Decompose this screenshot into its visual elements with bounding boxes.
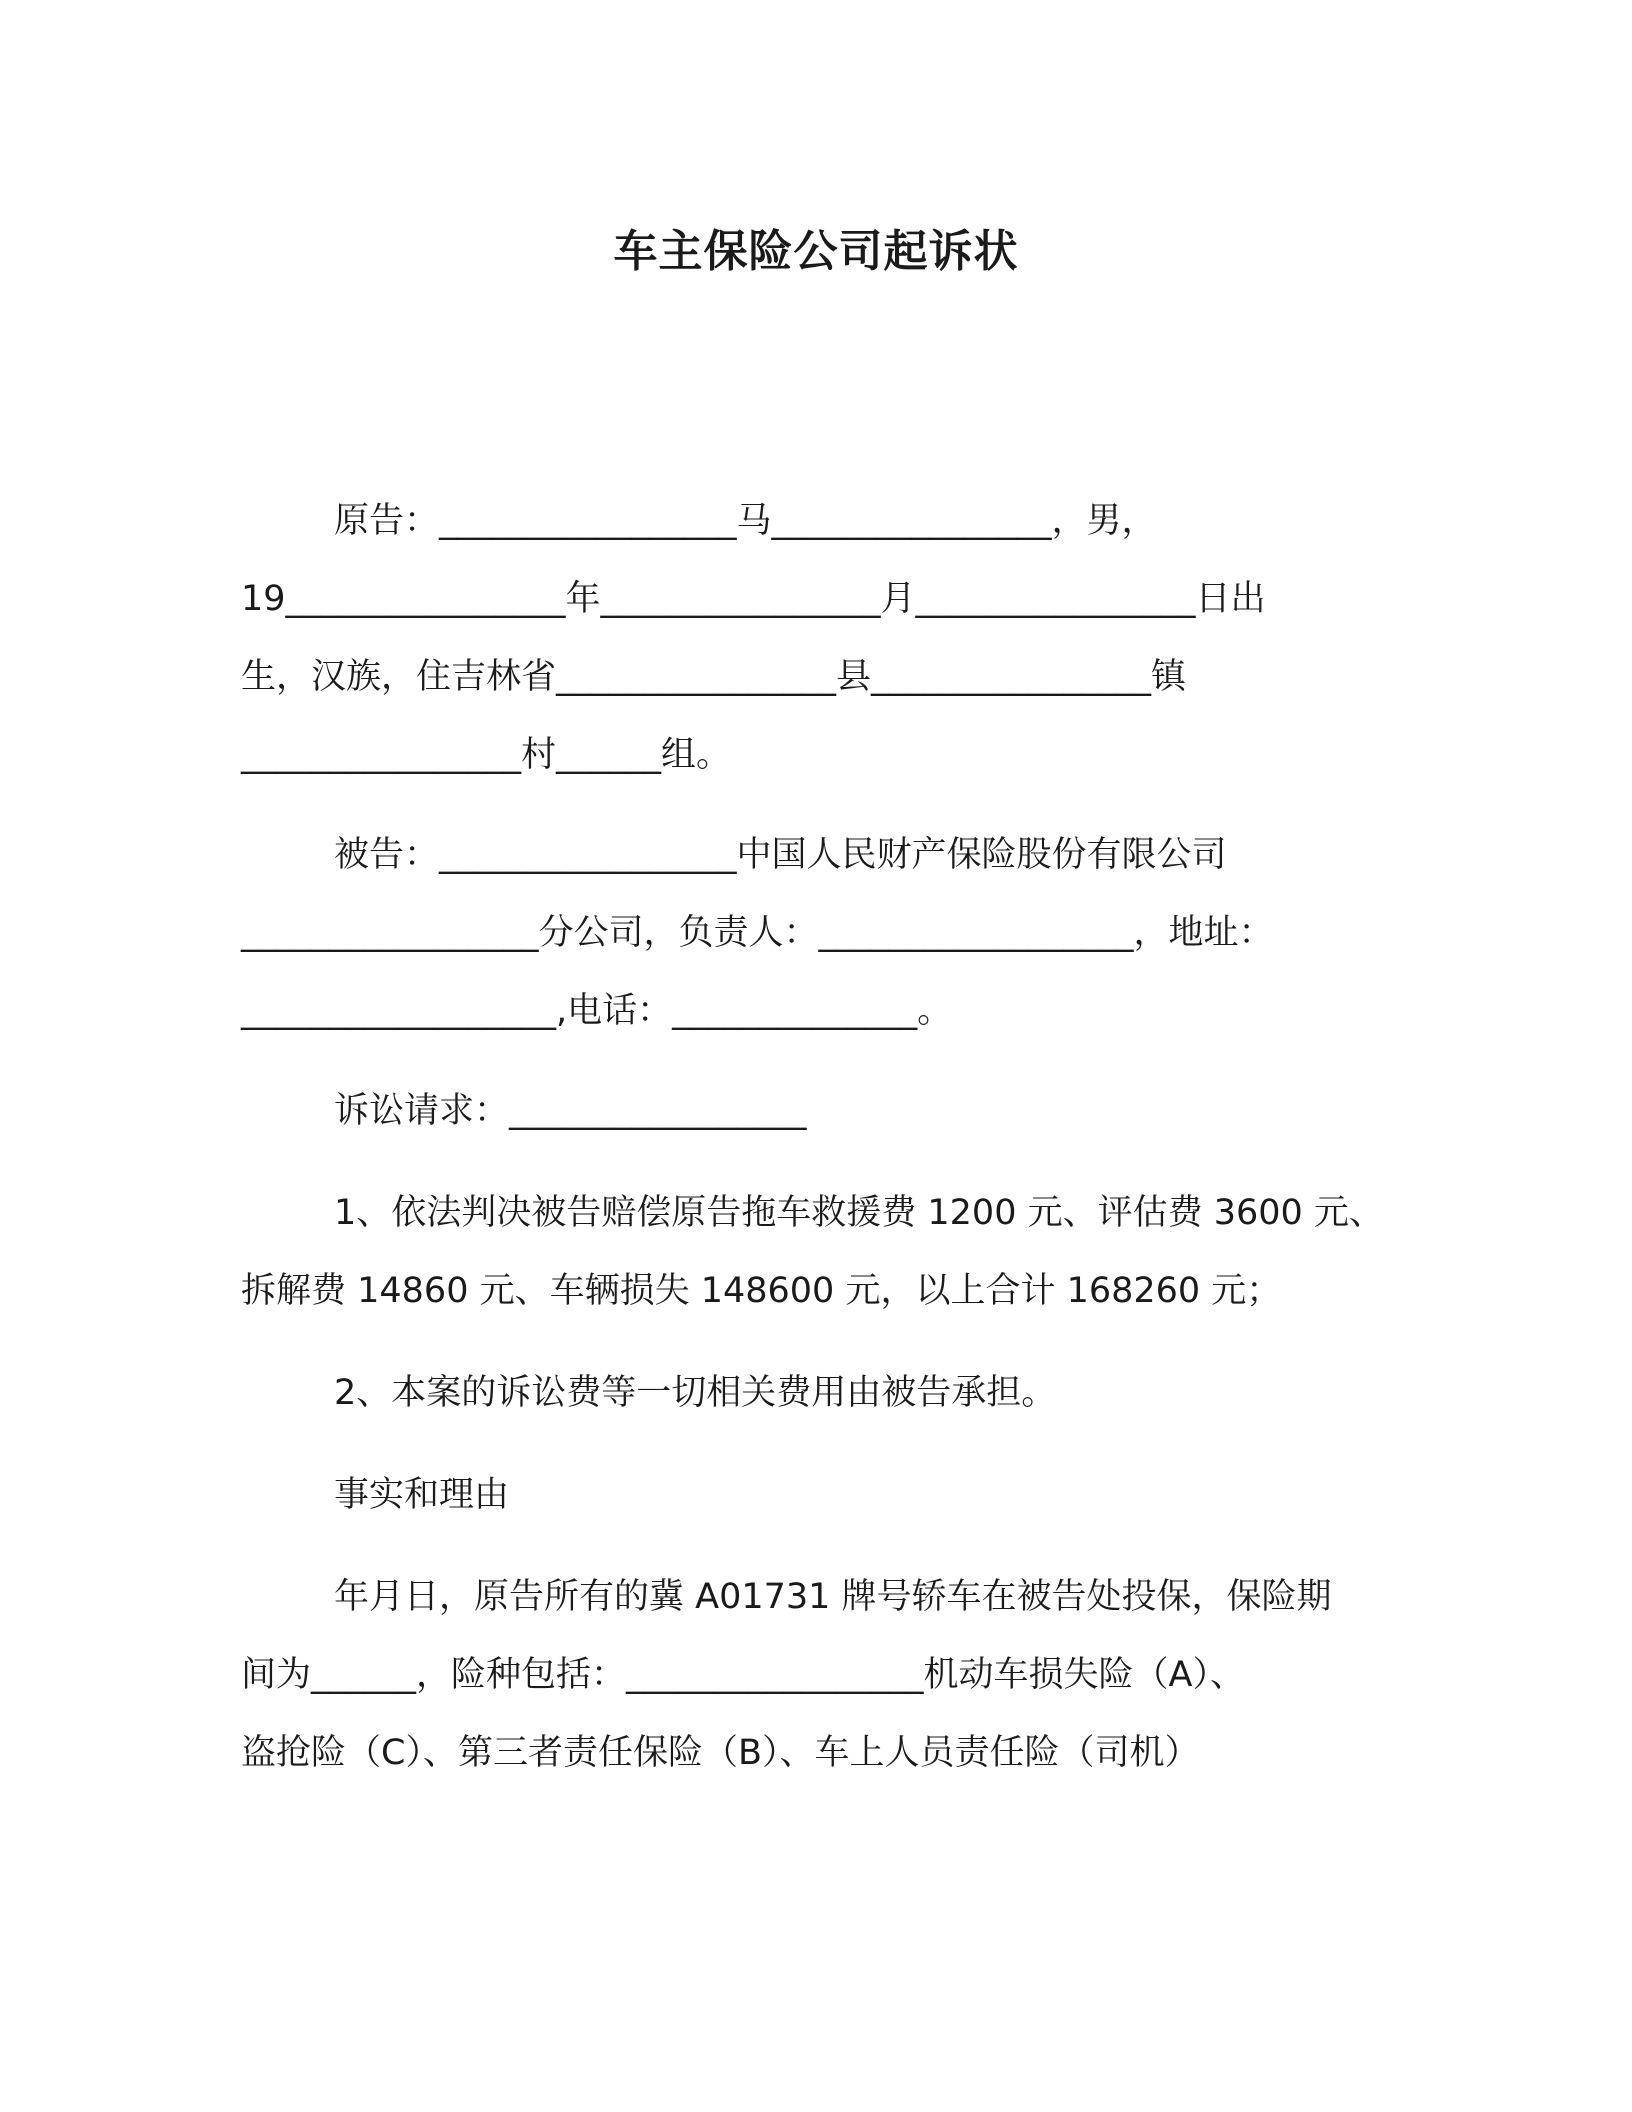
defendant-line-1: 被告：_________________中国人民财产保险股份有限公司 [334, 835, 1227, 875]
facts-line-1: 年月日，原告所有的冀 A01731 牌号轿车在被告处投保，保险期 [334, 1577, 1332, 1617]
plaintiff-line-2: 19________________年________________月________________日出 [241, 579, 1266, 619]
plaintiff-line-4: ________________村______组。 [241, 735, 732, 775]
claim-1-line-1: 1、依法判决被告赔偿原告拖车救援费 1200 元、评估费 3600 元、 [334, 1193, 1384, 1233]
claim-2: 2、本案的诉讼费等一切相关费用由被告承担。 [334, 1373, 1057, 1413]
defendant-line-2: _________________分公司，负责人：__________________，地址： [241, 913, 1274, 953]
document-title: 车主保险公司起诉状 [613, 226, 1019, 277]
facts-line-2: 间为______，险种包括：_________________机动车损失险（A）、 [241, 1655, 1245, 1695]
facts-line-3: 盗抢险（C）、第三者责任保险（B）、车上人员责任险（司机） [241, 1733, 1200, 1773]
plaintiff-line-1: 原告：_________________马________________，男， [334, 501, 1157, 541]
claims-heading: 诉讼请求：_________________ [334, 1091, 807, 1131]
defendant-line-3: __________________,电话：______________。 [241, 991, 953, 1031]
facts-heading: 事实和理由 [334, 1475, 510, 1515]
plaintiff-line-3: 生，汉族，住吉林省________________县________________镇 [241, 657, 1187, 697]
claim-1-line-2: 拆解费 14860 元、车辆损失 148600 元，以上合计 168260 元； [241, 1271, 1282, 1311]
